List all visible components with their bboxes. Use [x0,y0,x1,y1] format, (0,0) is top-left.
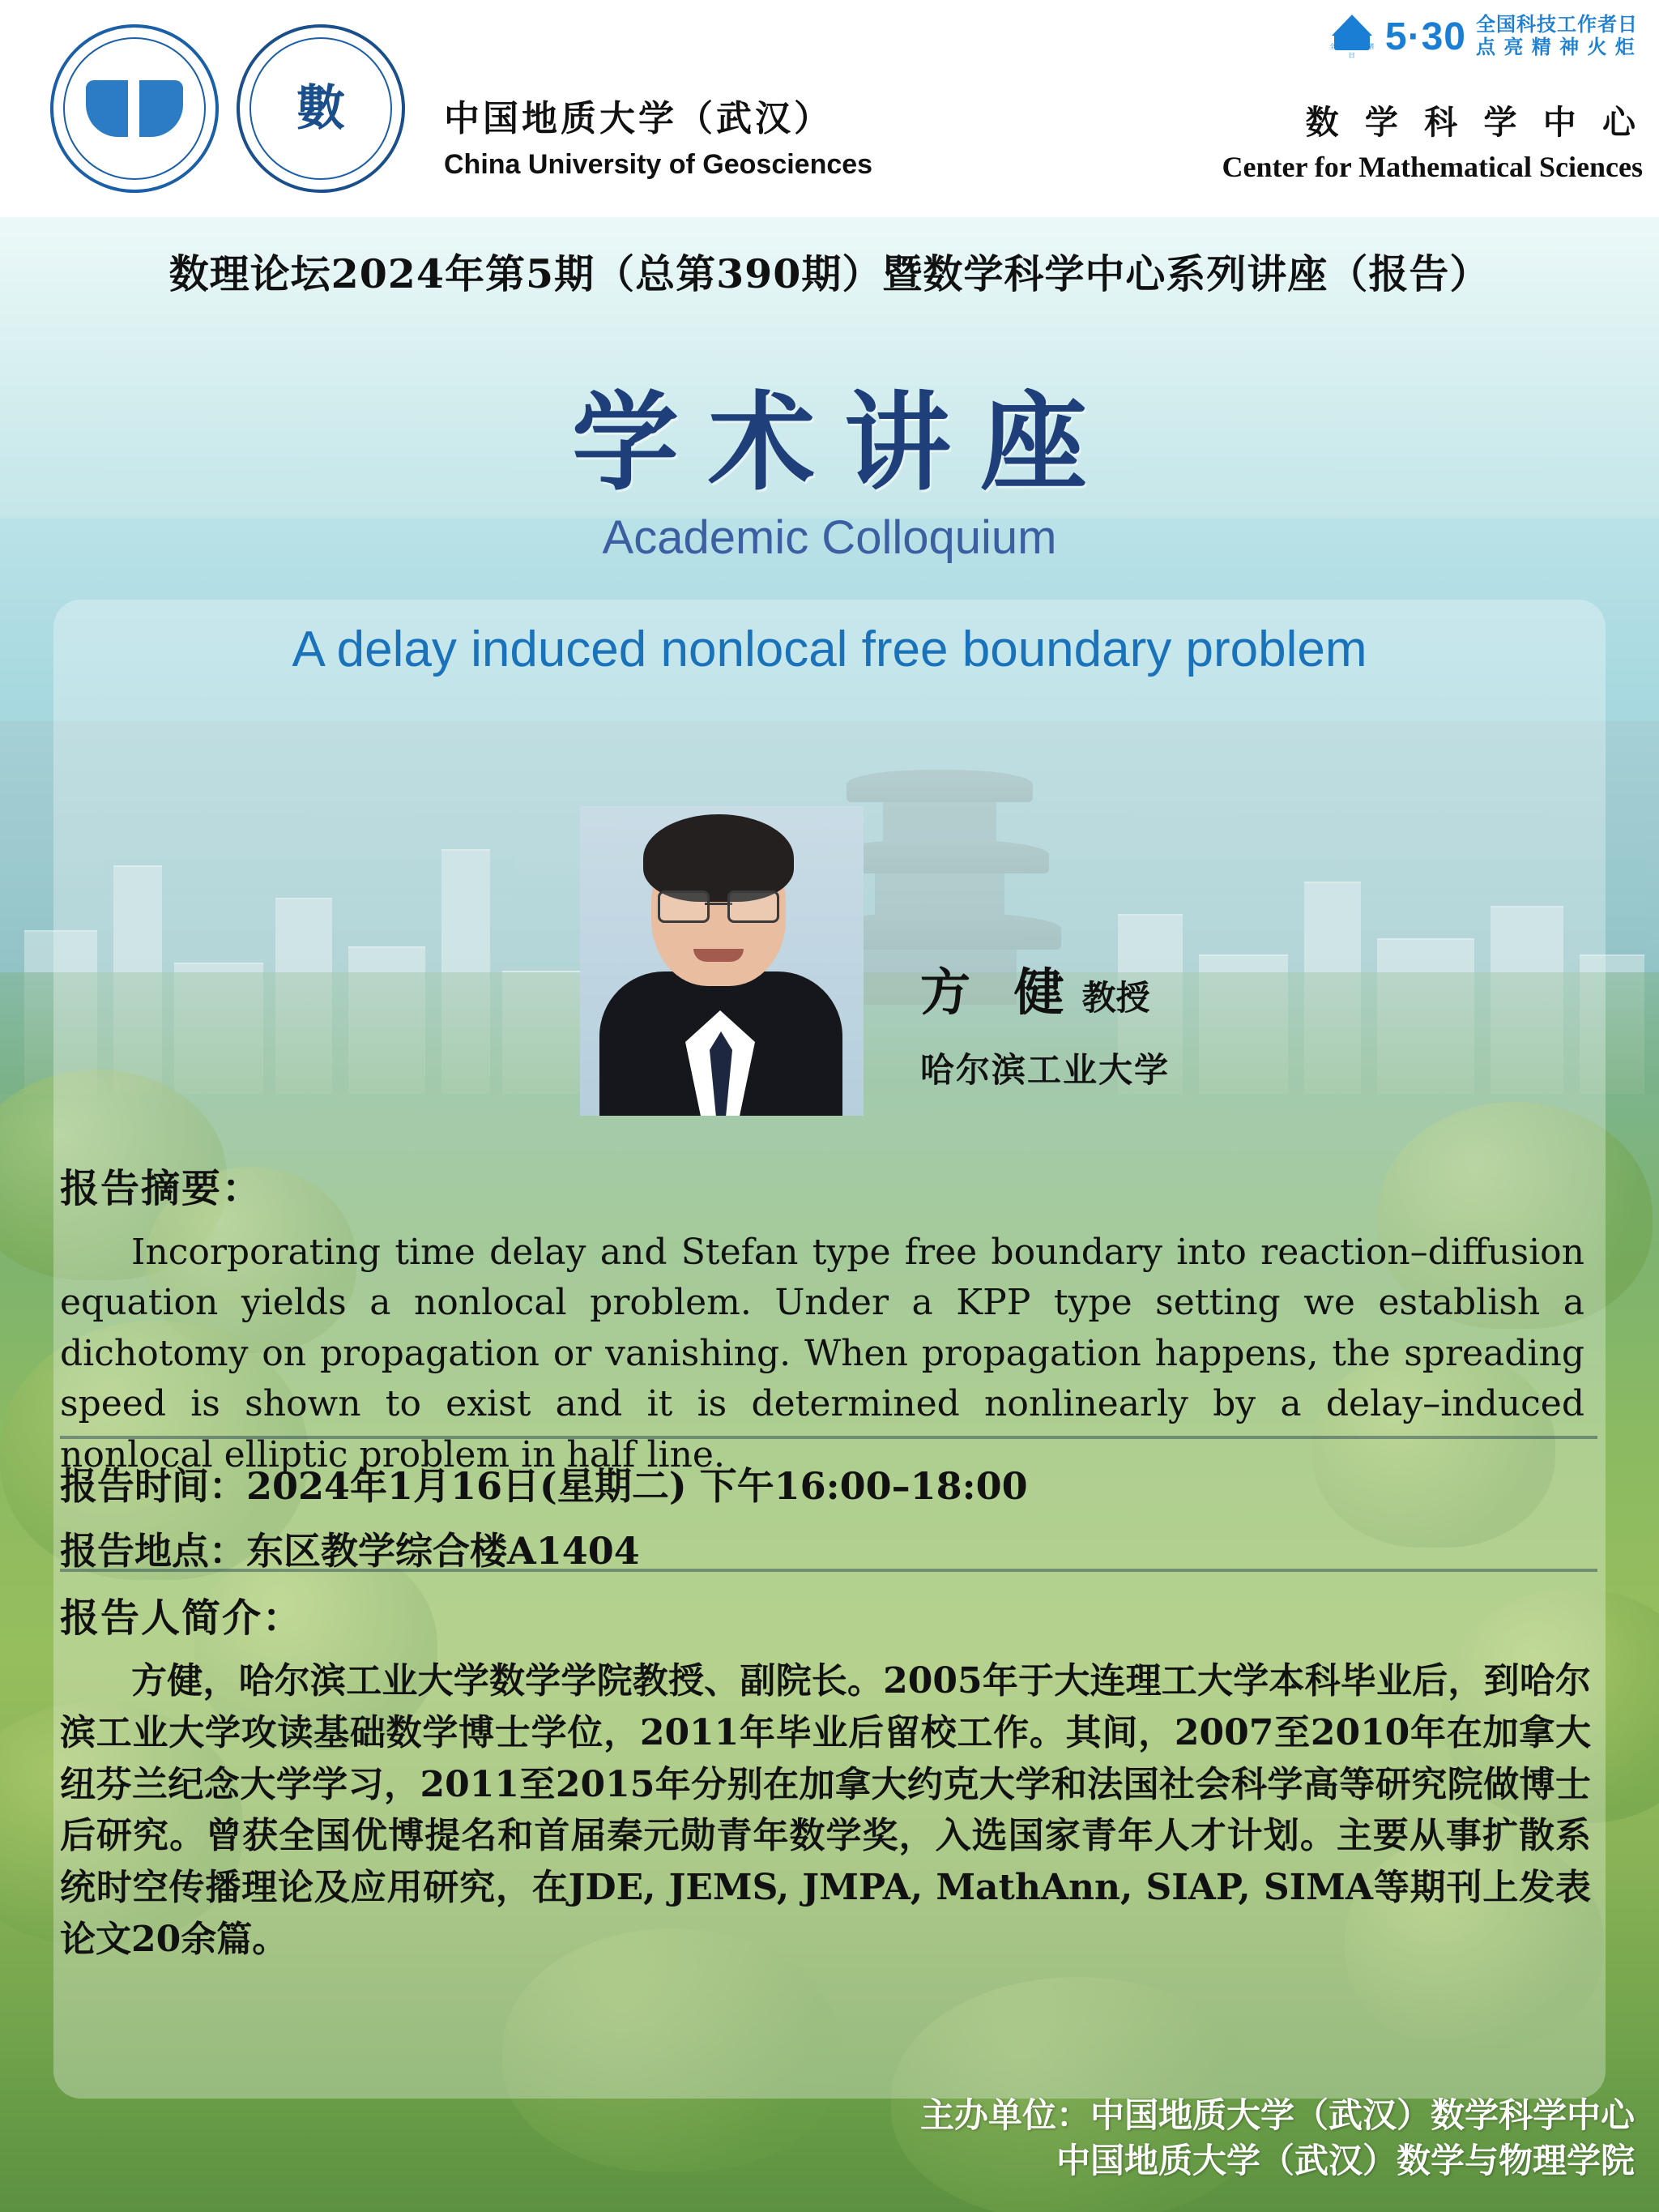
math-school-logo-mark: 數 [296,80,345,137]
footer-line-1: 主办单位：中国地质大学（武汉）数学科学中心 [919,2095,1635,2135]
talk-title: A delay induced nonlocal free boundary problem [292,621,1367,677]
footer-line-2: 中国地质大学（武汉）数学与物理学院 [1056,2141,1635,2181]
poster-footer [920,2093,1635,2184]
science-day-badge [1327,13,1638,60]
science-day-number: 5·30 [1384,15,1466,58]
center-name-en: Center for Mathematical Sciences [1222,151,1643,183]
bio-text: 方健，哈尔滨工业大学数学学院教授、副院长。2005年于大连理工大学本科毕业后，到哈尔滨工业大学攻读基础数学博士学位，2011年毕业后留校工作。其间，2007至2010年在加拿大纽芬兰纪念大学学习，2011至2015年分别在加拿大约克大学和法国社会科学高等研究院做博士后研究。曾获全国优博提名和首届秦元勋青年数学奖，入选国家青年人才计划。主要从事扩散系统时空传播理论及应用研究，在JDE, JEMS, JMPA, MathAnn, SIAP, SIMA等期刊上发表论文20余篇。 [60,1660,1591,1960]
math-school-logo [237,24,405,193]
speaker-info [920,952,1170,1092]
bio-section [60,1586,1599,1966]
talk-place-row [60,1522,1599,1575]
logo-group [50,24,423,193]
bio-label: 报告人简介： [60,1595,304,1641]
speaker-photo [580,806,864,1116]
talk-time-value: 2024年1月16日(星期二) 下午16:00–18:00 [246,1464,1028,1508]
abstract-label: 报告摘要： [60,1166,263,1211]
talk-time-row [60,1457,1599,1510]
details-section [60,1457,1599,1586]
talk-place-value: 东区教学综合楼A1404 [246,1529,640,1573]
house-flame-icon [1327,13,1377,60]
cug-logo [50,24,219,193]
page-header [0,0,1659,217]
speaker-affiliation: 哈尔滨工业大学 [920,1050,1171,1090]
speaker-block [53,806,1606,1122]
cug-logo-mark [86,64,183,153]
center-name-block [1222,96,1643,184]
abstract-section [60,1157,1599,1480]
abstract-text: Incorporating time delay and Stefan type free boundary into reaction–diffusion equation yields a nonlocal problem. Under a KPP type setting we establish a dichotomy on propagation or vanishing. When propagation happens, the spreading speed is shown to exist and it is determined nonlinearly by a delay–induced nonlocal elliptic problem in half line. [60,1232,1584,1475]
science-day-line1: 全国科技工作者日 [1476,13,1638,36]
poster-title-en: Academic Colloquium [602,511,1057,564]
speaker-rank: 教授 [1081,978,1150,1018]
speaker-name: 方 健 [920,963,1077,1022]
content-card [53,600,1606,2099]
center-name-cn: 数 学 科 学 中 心 [1305,103,1643,142]
science-day-line2: 点 亮 精 神 火 炬 [1476,36,1636,58]
university-name-block [444,89,872,181]
poster-title-cn: 学术讲座 [572,380,1116,506]
talk-place-label: 报告地点： [60,1529,246,1573]
science-day-icon-caption: 全国科技工作者日 [1328,43,1375,59]
university-name-en: China University of Geosciences [444,149,873,180]
divider-bottom [60,1569,1597,1572]
forum-series-line: 数理论坛2024年第5期（总第390期）暨数学科学中心系列讲座（报告） [168,250,1491,297]
divider-top [60,1436,1597,1439]
talk-time-label: 报告时间： [60,1464,246,1508]
university-name-cn: 中国地质大学（武汉） [444,98,833,139]
